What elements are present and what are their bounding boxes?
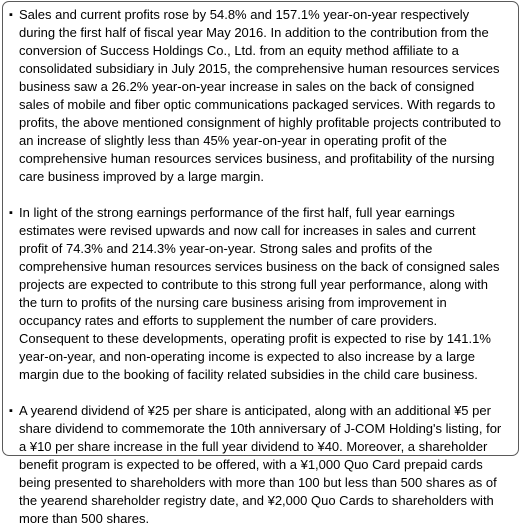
summary-panel [2, 1, 519, 526]
bullet-icon: ▪ [9, 207, 13, 219]
bullet-icon: ▪ [9, 9, 13, 21]
bullet-item-dividend [9, 402, 508, 528]
bullet-text: In light of the strong earnings performance of the first half, full year earnings estimates were revised upwards and now call for increases in sales and current profit of 74.3% and 214.3% year-on-year. Strong sales and profits of the comprehensive human resources services business on the back of consigned sales projects are expected to contribute to this strong full year performance, along with the turn to profits of the nursing care business arising from improvement in occupancy rates and efforts to supplement the number of care providers. Consequent to these developments, operating profit is expected to rise by 141.1% year-on-year, and non-operating income is expected to also increase by a large margin due to the booking of facility related subsidies in the child care business. [19, 205, 500, 382]
bullet-item-full-year-estimates [9, 204, 508, 384]
bullet-item-sales-profits [9, 6, 508, 186]
bullet-text: A yearend dividend of ¥25 per share is anticipated, along with an additional ¥5 per share dividend to commemorate the 10th anniversary of J-COM Holding's listing, for a ¥10 per share increase in the full year dividend to ¥40. Moreover, a shareholder benefit program is expected to be offered, with a ¥1,000 Quo Card prepaid cards being presented to shareholders with more than 100 but less than 500 shares as of the yearend shareholder registry date, and ¥2,000 Quo Cards to shareholders with more than 500 shares. [19, 403, 502, 526]
bullet-text: Sales and current profits rose by 54.8% and 157.1% year-on-year respectively during the first half of fiscal year May 2016. In addition to the contribution from the conversion of Success Holdings Co., Ltd. from an equity method affiliate to a consolidated subsidiary in July 2015, the comprehensive human resources services business saw a 26.2% year-on-year increase in sales on the back of consigned sales of mobile and fiber optic communications packaged services. With regards to profits, the above mentioned consignment of highly profitable projects contributed to an increase of slightly less than 45% year-on-year in operating profit of the comprehensive human resources services business, and profitability of the nursing care business improved by a large margin. [19, 7, 502, 184]
bullet-icon: ▪ [9, 405, 13, 417]
